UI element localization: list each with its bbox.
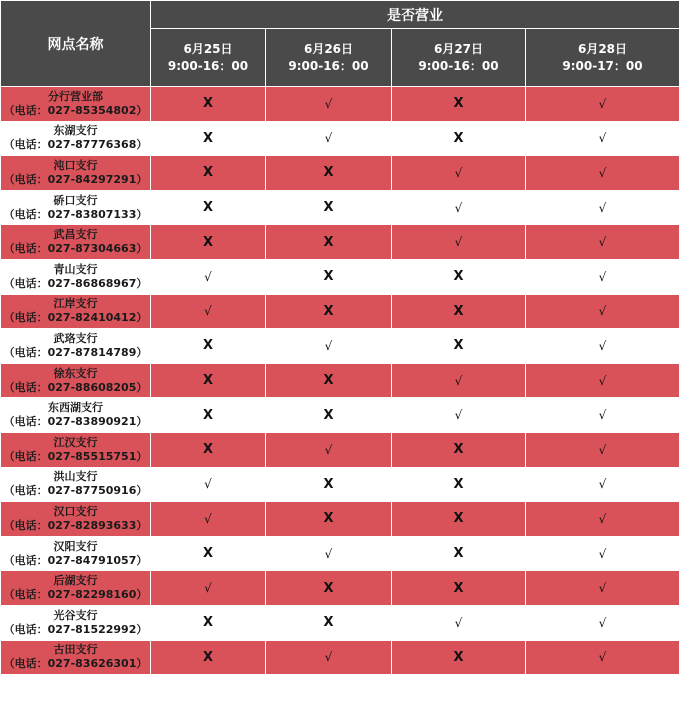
- status-cell: X: [151, 605, 266, 640]
- table-row: [1, 156, 679, 191]
- branch-cell: [1, 536, 151, 571]
- branch-cell: [1, 294, 151, 329]
- header-day-date: 6月25日: [183, 41, 233, 56]
- branch-name: 分行营业部: [48, 89, 103, 103]
- branch-phone: （电话：027-82893633）: [3, 518, 148, 532]
- status-cell: X: [266, 259, 392, 294]
- status-cell: X: [151, 87, 266, 122]
- header-day-hours: 9:00-17：00: [562, 58, 643, 73]
- status-cell: X: [392, 536, 526, 571]
- status-cell: √: [526, 363, 679, 398]
- status-cell: √: [151, 502, 266, 537]
- status-cell: √: [526, 156, 679, 191]
- branch-name: 武昌支行: [53, 228, 98, 242]
- header-open-status: 是否营业: [151, 1, 679, 29]
- status-cell: √: [526, 121, 679, 156]
- status-cell: √: [266, 432, 392, 467]
- status-cell: X: [266, 571, 392, 606]
- branch-cell: [1, 329, 151, 364]
- branch-phone: （电话：027-83807133）: [3, 207, 148, 221]
- table-row: [1, 363, 679, 398]
- branch-name: 后湖支行: [53, 574, 98, 588]
- branch-cell: [1, 398, 151, 433]
- status-cell: X: [266, 605, 392, 640]
- status-cell: X: [151, 190, 266, 225]
- table-row: [1, 398, 679, 433]
- status-cell: X: [151, 536, 266, 571]
- status-cell: √: [526, 190, 679, 225]
- branch-phone: （电话：027-87304663）: [3, 242, 148, 256]
- branch-phone: （电话：027-85515751）: [3, 449, 148, 463]
- status-cell: X: [266, 294, 392, 329]
- branch-name: 江汉支行: [53, 435, 98, 449]
- header-branch-name: 网点名称: [1, 1, 151, 87]
- status-cell: √: [151, 259, 266, 294]
- branch-name: 洪山支行: [53, 470, 98, 484]
- status-cell: X: [392, 502, 526, 537]
- branch-name: 徐东支行: [53, 366, 98, 380]
- status-cell: √: [526, 432, 679, 467]
- branch-phone: （电话：027-88608205）: [3, 380, 148, 394]
- status-cell: X: [266, 363, 392, 398]
- status-cell: √: [392, 363, 526, 398]
- branch-phone: （电话：027-82298160）: [3, 588, 148, 602]
- branch-name: 武珞支行: [53, 331, 98, 345]
- table-row: [1, 640, 679, 675]
- header-day-hours: 9:00-16：00: [418, 58, 499, 73]
- status-cell: √: [526, 571, 679, 606]
- table-row: [1, 467, 679, 502]
- branch-name: 古田支行: [53, 643, 98, 657]
- status-cell: √: [266, 121, 392, 156]
- header-day-date: 6月26日: [303, 41, 354, 56]
- status-cell: √: [526, 329, 679, 364]
- status-cell: X: [151, 398, 266, 433]
- header-day: [266, 29, 392, 87]
- branch-cell: [1, 225, 151, 260]
- branch-name: 江岸支行: [53, 297, 98, 311]
- branch-phone: （电话：027-87750916）: [3, 484, 148, 498]
- table-row: [1, 121, 679, 156]
- status-cell: X: [151, 363, 266, 398]
- status-cell: X: [392, 294, 526, 329]
- status-cell: √: [526, 398, 679, 433]
- status-cell: √: [526, 640, 679, 675]
- branch-cell: [1, 121, 151, 156]
- branch-phone: （电话：027-84791057）: [3, 553, 148, 567]
- table-row: [1, 294, 679, 329]
- branch-name: 汉阳支行: [53, 539, 98, 553]
- status-cell: √: [392, 156, 526, 191]
- status-cell: X: [392, 87, 526, 122]
- branch-cell: [1, 363, 151, 398]
- branch-name: 青山支行: [53, 262, 98, 276]
- status-cell: √: [526, 605, 679, 640]
- branch-cell: [1, 156, 151, 191]
- table-header: [1, 1, 679, 87]
- status-cell: X: [151, 329, 266, 364]
- status-cell: X: [392, 121, 526, 156]
- branch-phone: （电话：027-86868967）: [3, 276, 148, 290]
- branch-cell: [1, 605, 151, 640]
- branch-cell: [1, 87, 151, 122]
- branch-cell: [1, 640, 151, 675]
- table-row: [1, 605, 679, 640]
- status-cell: √: [392, 398, 526, 433]
- table-row: [1, 329, 679, 364]
- status-cell: X: [151, 640, 266, 675]
- branch-cell: [1, 467, 151, 502]
- status-cell: √: [526, 467, 679, 502]
- table-row: [1, 432, 679, 467]
- status-cell: √: [526, 87, 679, 122]
- branch-phone: （电话：027-82410412）: [3, 311, 148, 325]
- status-cell: X: [266, 467, 392, 502]
- branch-cell: [1, 571, 151, 606]
- table-row: [1, 225, 679, 260]
- branch-phone: （电话：027-81522992）: [3, 622, 148, 636]
- header-day-hours: 9:00-16：00: [167, 58, 249, 73]
- header-day: [151, 29, 266, 87]
- branch-cell: [1, 502, 151, 537]
- table-row: [1, 536, 679, 571]
- branch-phone: （电话：027-87776368）: [3, 138, 148, 152]
- branch-name: 硚口支行: [53, 193, 98, 207]
- status-cell: √: [151, 571, 266, 606]
- branch-name: 东西湖支行: [48, 401, 103, 415]
- status-cell: X: [266, 398, 392, 433]
- branch-cell: [1, 190, 151, 225]
- status-cell: √: [526, 294, 679, 329]
- header-day-date: 6月28日: [577, 41, 628, 56]
- status-cell: X: [151, 432, 266, 467]
- status-cell: √: [392, 190, 526, 225]
- branch-name: 汉口支行: [53, 504, 98, 518]
- table-row: [1, 87, 679, 122]
- table-row: [1, 259, 679, 294]
- branch-phone: （电话：027-85354802）: [3, 103, 148, 117]
- status-cell: X: [392, 432, 526, 467]
- status-cell: X: [392, 571, 526, 606]
- status-cell: X: [266, 502, 392, 537]
- status-cell: X: [151, 225, 266, 260]
- header-day-hours: 9:00-16：00: [288, 58, 369, 73]
- status-cell: √: [392, 225, 526, 260]
- header-day: [392, 29, 526, 87]
- status-cell: X: [151, 121, 266, 156]
- status-cell: √: [392, 605, 526, 640]
- status-cell: √: [151, 467, 266, 502]
- status-cell: √: [266, 536, 392, 571]
- status-cell: X: [392, 259, 526, 294]
- table-row: [1, 571, 679, 606]
- status-cell: √: [266, 640, 392, 675]
- status-cell: X: [266, 225, 392, 260]
- branch-name: 沌口支行: [53, 158, 98, 172]
- header-day: [526, 29, 679, 87]
- branch-name: 东湖支行: [53, 124, 98, 138]
- status-cell: √: [266, 87, 392, 122]
- status-cell: X: [151, 156, 266, 191]
- status-cell: √: [526, 502, 679, 537]
- status-cell: √: [151, 294, 266, 329]
- branch-phone: （电话：027-83890921）: [3, 415, 148, 429]
- status-cell: X: [392, 640, 526, 675]
- status-cell: √: [526, 259, 679, 294]
- status-cell: X: [392, 329, 526, 364]
- table-row: [1, 190, 679, 225]
- status-cell: X: [266, 156, 392, 191]
- status-cell: X: [392, 467, 526, 502]
- branch-cell: [1, 432, 151, 467]
- status-cell: √: [266, 329, 392, 364]
- branch-phone: （电话：027-84297291）: [3, 172, 148, 186]
- branch-cell: [1, 259, 151, 294]
- branch-name: 光谷支行: [53, 608, 98, 622]
- status-cell: X: [266, 190, 392, 225]
- branch-phone: （电话：027-83626301）: [3, 657, 148, 671]
- branch-phone: （电话：027-87814789）: [3, 345, 148, 359]
- status-cell: √: [526, 536, 679, 571]
- status-cell: √: [526, 225, 679, 260]
- table-row: [1, 502, 679, 537]
- header-day-date: 6月27日: [433, 41, 484, 56]
- table-body: [1, 87, 679, 675]
